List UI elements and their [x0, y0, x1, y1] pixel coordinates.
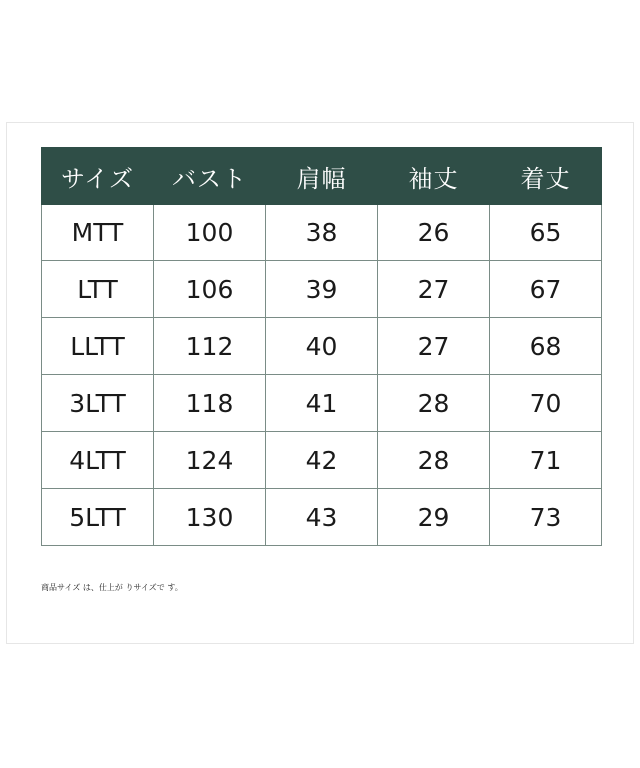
cell-shoulder-width: 40 — [266, 318, 378, 375]
cell-shoulder-width: 42 — [266, 432, 378, 489]
cell-bust: 100 — [154, 205, 266, 261]
cell-size: LLTT — [42, 318, 154, 375]
cell-body-length: 71 — [490, 432, 602, 489]
cell-bust: 118 — [154, 375, 266, 432]
cell-body-length: 65 — [490, 205, 602, 261]
cell-shoulder-width: 41 — [266, 375, 378, 432]
size-chart-card — [6, 122, 634, 644]
cell-size: 4LTT — [42, 432, 154, 489]
cell-sleeve-length: 27 — [378, 261, 490, 318]
header-bust: バスト — [154, 148, 266, 205]
cell-bust: 112 — [154, 318, 266, 375]
cell-shoulder-width: 43 — [266, 489, 378, 546]
cell-size: 3LTT — [42, 375, 154, 432]
table-row — [42, 205, 602, 261]
cell-bust: 124 — [154, 432, 266, 489]
cell-sleeve-length: 29 — [378, 489, 490, 546]
table-header-row — [42, 148, 602, 205]
table-row — [42, 375, 602, 432]
cell-size: MTT — [42, 205, 154, 261]
cell-sleeve-length: 28 — [378, 432, 490, 489]
table-row — [42, 318, 602, 375]
cell-body-length: 68 — [490, 318, 602, 375]
header-size: サイズ — [42, 148, 154, 205]
table-row — [42, 489, 602, 546]
header-shoulder-width: 肩幅 — [266, 148, 378, 205]
cell-bust: 106 — [154, 261, 266, 318]
cell-size: 5LTT — [42, 489, 154, 546]
cell-shoulder-width: 39 — [266, 261, 378, 318]
table-row — [42, 261, 602, 318]
cell-body-length: 73 — [490, 489, 602, 546]
header-body-length: 着丈 — [490, 148, 602, 205]
table-row — [42, 432, 602, 489]
cell-sleeve-length: 26 — [378, 205, 490, 261]
cell-sleeve-length: 27 — [378, 318, 490, 375]
cell-shoulder-width: 38 — [266, 205, 378, 261]
size-note: 商品サイズ は、仕上が りサイズで す。 — [41, 583, 183, 592]
header-sleeve-length: 袖丈 — [378, 148, 490, 205]
cell-bust: 130 — [154, 489, 266, 546]
cell-size: LTT — [42, 261, 154, 318]
size-table — [41, 147, 602, 546]
cell-body-length: 70 — [490, 375, 602, 432]
cell-body-length: 67 — [490, 261, 602, 318]
cell-sleeve-length: 28 — [378, 375, 490, 432]
